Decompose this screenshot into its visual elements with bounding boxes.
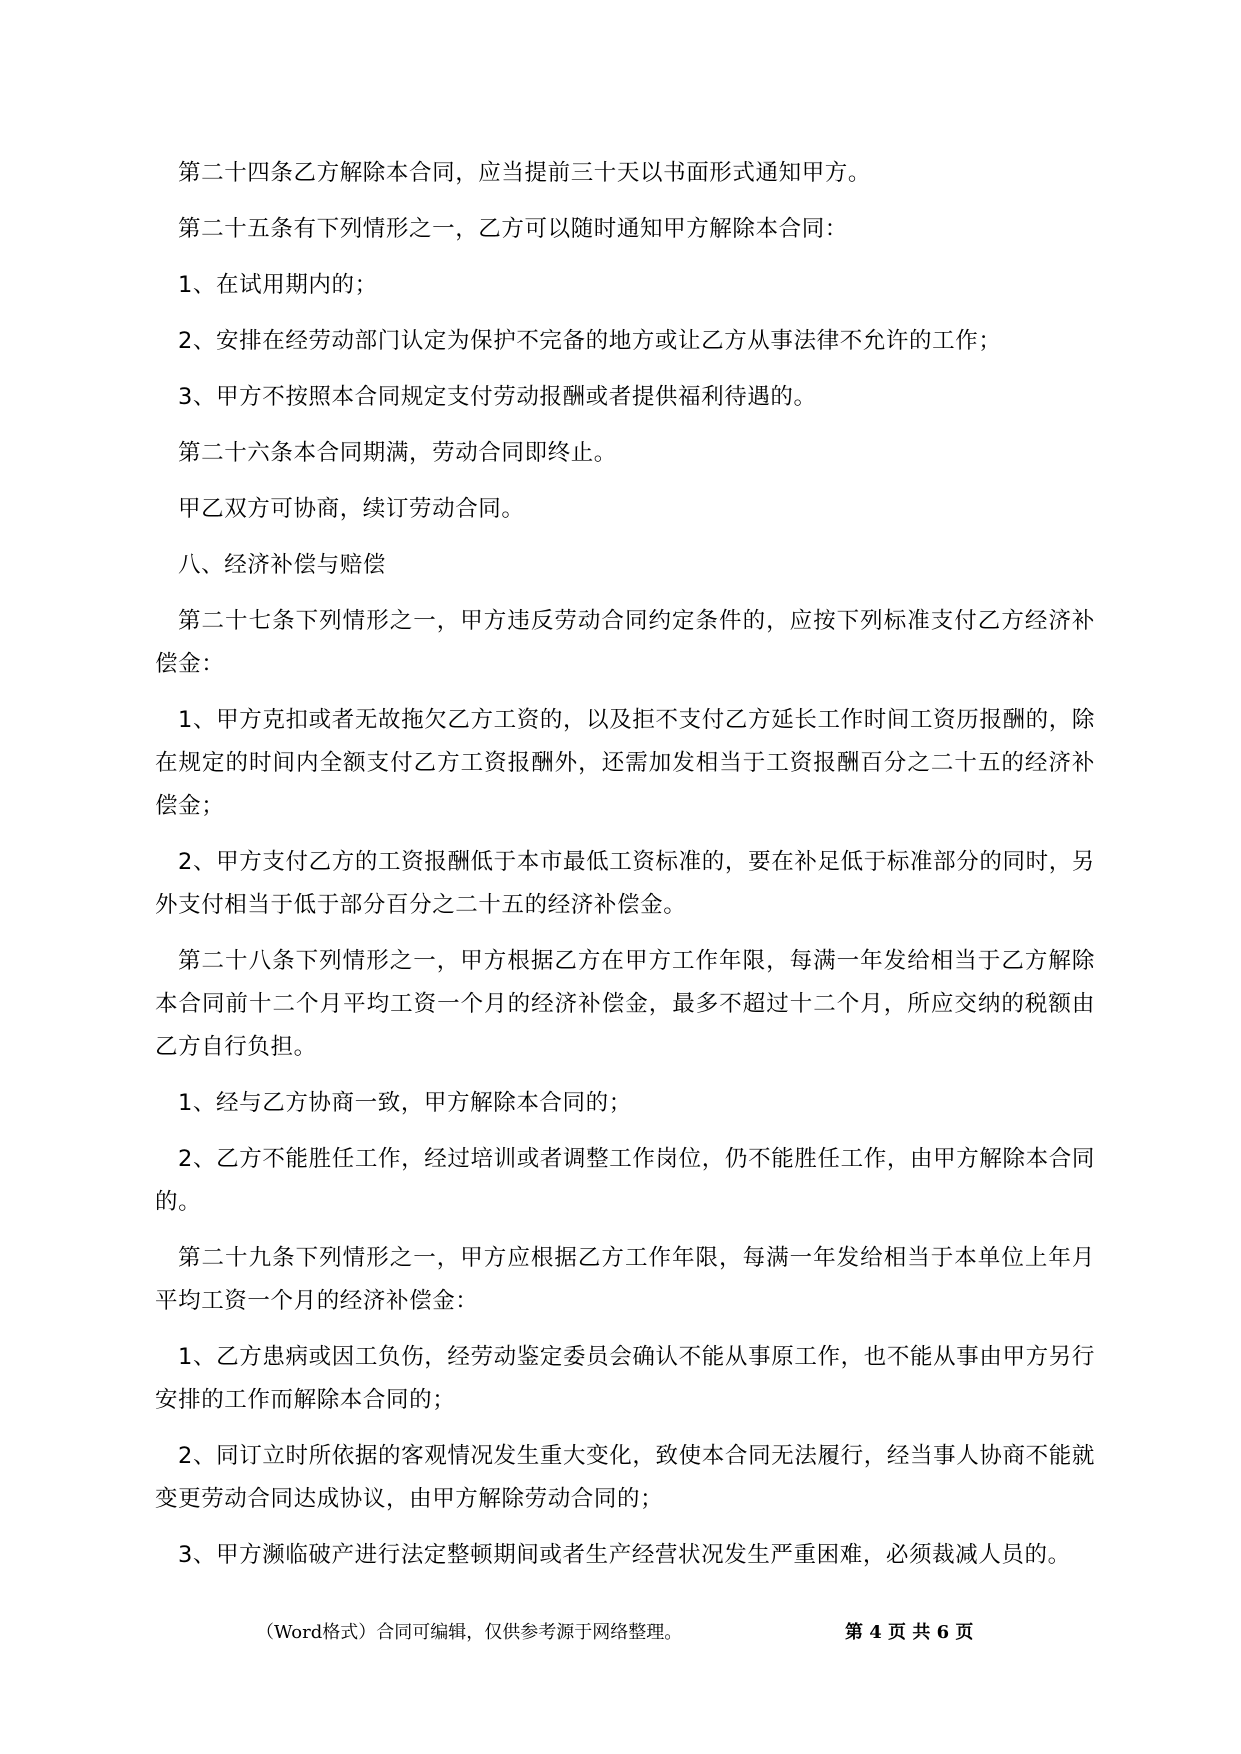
clause-25-item-2: 2、安排在经劳动部门认定为保护不完备的地方或让乙方从事法律不允许的工作； <box>178 328 1002 354</box>
clause-27-item-2: 2、甲方支付乙方的工资报酬低于本市最低工资标准的，要在补足低于标准部分的同时，另外支付相当于低于部分百分之二十五的经济补偿金。 <box>155 849 1095 918</box>
clause-25: 第二十五条有下列情形之一，乙方可以随时通知甲方解除本合同： <box>178 216 848 242</box>
page-indicator: 第 4 页 共 6 页 <box>845 1622 974 1643</box>
clause-27-item-1: 1、甲方克扣或者无故拖欠乙方工资的，以及拒不支付乙方延长工作时间工资历报酬的，除在规定的时间内全额支付乙方工资报酬外，还需加发相当于工资报酬百分之二十五的经济补偿金； <box>155 707 1095 819</box>
clause-29: 第二十九条下列情形之一，甲方应根据乙方工作年限，每满一年发给相当于本单位上年月平均工资一个月的经济补偿金： <box>155 1245 1095 1314</box>
clause-28: 第二十八条下列情形之一，甲方根据乙方在甲方工作年限，每满一年发给相当于乙方解除本合同前十二个月平均工资一个月的经济补偿金，最多不超过十二个月，所应交纳的税额由乙方自行负担。 <box>155 948 1095 1060</box>
clause-29-item-1: 1、乙方患病或因工负伤，经劳动鉴定委员会确认不能从事原工作，也不能从事由甲方另行安排的工作而解除本合同的； <box>155 1344 1095 1413</box>
clause-24: 第二十四条乙方解除本合同，应当提前三十天以书面形式通知甲方。 <box>178 160 872 186</box>
clause-29-item-2: 2、同订立时所依据的客观情况发生重大变化，致使本合同无法履行，经当事人协商不能就变更劳动合同达成协议，由甲方解除劳动合同的； <box>155 1443 1095 1512</box>
footer-note: （Word格式）合同可编辑，仅供参考源于网络整理。 <box>256 1622 683 1643</box>
section-heading-8: 八、经济补偿与赔偿 <box>178 552 386 578</box>
document-body <box>155 152 1095 1577</box>
clause-26: 第二十六条本合同期满，劳动合同即终止。 <box>178 440 617 466</box>
clause-28-item-1: 1、经与乙方协商一致，甲方解除本合同的； <box>178 1090 632 1116</box>
clause-28-item-2: 2、乙方不能胜任工作，经过培训或者调整工作岗位，仍不能胜任工作，由甲方解除本合同的。 <box>155 1146 1095 1215</box>
clause-25-item-1: 1、在试用期内的； <box>178 272 378 298</box>
page-footer <box>0 1618 1241 1648</box>
clause-26-renewal: 甲乙双方可协商，续订劳动合同。 <box>178 496 525 522</box>
clause-27: 第二十七条下列情形之一，甲方违反劳动合同约定条件的，应按下列标准支付乙方经济补偿金： <box>155 608 1095 677</box>
clause-25-item-3: 3、甲方不按照本合同规定支付劳动报酬或者提供福利待遇的。 <box>178 384 817 410</box>
clause-29-item-3: 3、甲方濒临破产进行法定整顿期间或者生产经营状况发生严重困难，必须裁减人员的。 <box>178 1542 1071 1568</box>
